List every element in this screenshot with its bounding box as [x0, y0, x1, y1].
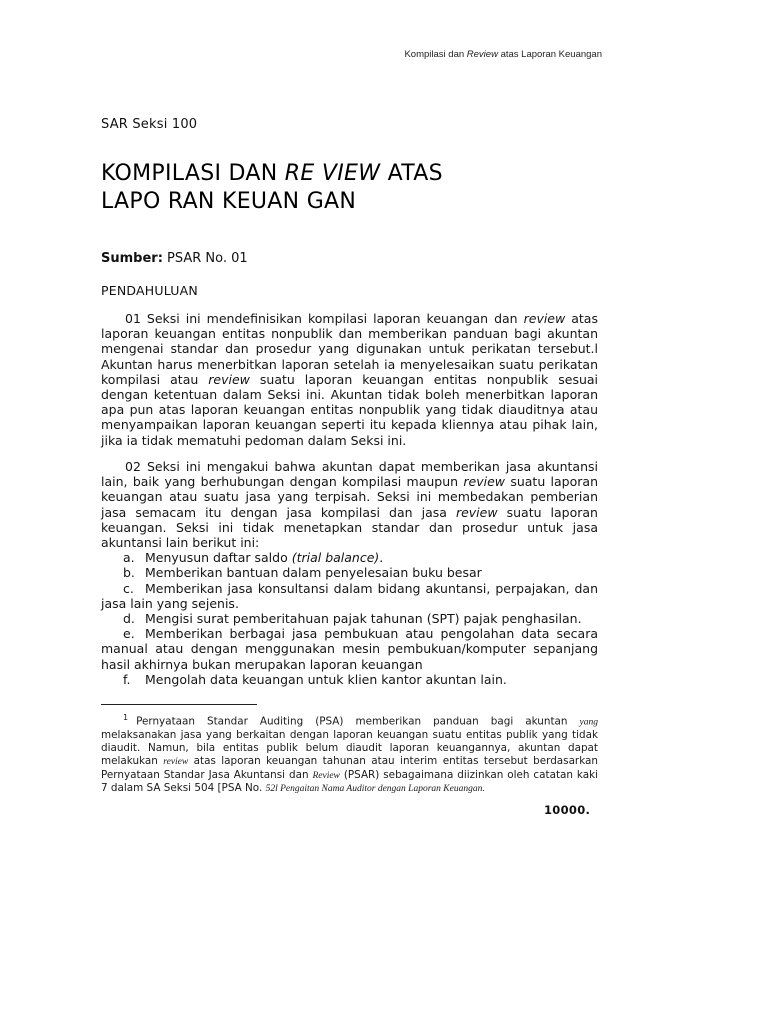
list-item-text: Memberikan jasa konsultansi dalam bidang akuntansi, perpajakan, dan jasa lain yang sejenis.	[101, 580, 598, 611]
list-item-marker: d.	[123, 611, 135, 627]
footnote-italic-a: yang	[579, 717, 598, 728]
list-item	[101, 550, 598, 565]
list-item	[101, 565, 598, 580]
paragraph-02-italic-b: review	[455, 504, 498, 520]
paragraph-01-italic-b: review	[208, 371, 250, 387]
footnote-text-d: (PSAR) sebagaimana diizinkan oleh catatan kaki 7 dalam SA Seksi 504 [PSA No.	[101, 768, 599, 795]
paragraph-02-text-c: suatu laporan keuangan. Seksi ini tidak menetapkan standar dan prosedur untuk jasa akuntansi lain berikut ini:	[101, 504, 598, 551]
paragraph-02-text-b: suatu laporan keuangan atau suatu jasa yang terpisah. Seksi ini membedakan pemberian jasa semacam itu dengan jasa kompilasi dan jasa	[101, 474, 598, 520]
title-line1-start: KOMPILASI DAN	[101, 161, 285, 186]
source-value: PSAR No. 01	[162, 251, 248, 266]
list-item-marker: e.	[123, 626, 135, 642]
title-line2: LAPO RAN KEUAN GAN	[101, 189, 357, 214]
footnote-text-c: atas laporan keuangan tahunan atau interim entitas tersebut berdasarkan Pernyataan Standar Jasa Akuntansi dan	[101, 754, 598, 781]
section-heading: PENDAHULUAN	[101, 283, 198, 298]
list-item	[101, 611, 598, 626]
paragraph-02-text-a: 02 Seksi ini mengakui bahwa akuntan dapat memberikan jasa akuntansi lain, baik yang berhubungan dengan kompilasi maupun	[101, 459, 598, 490]
list-item	[101, 626, 598, 672]
list-item-text: Mengisi surat pemberitahuan pajak tahunan (SPT) pajak penghasilan.	[145, 611, 582, 627]
title-line1-end: ATAS	[380, 161, 443, 186]
list-item-italic: (trial balance)	[291, 550, 380, 566]
footnote-italic-c: Review	[312, 770, 340, 781]
list-item-text: Mengolah data keuangan untuk klien kantor akuntan lain.	[145, 671, 507, 687]
footnote-divider	[101, 704, 257, 705]
paragraph-02-italic-a: review	[463, 474, 505, 490]
list-item	[101, 672, 598, 687]
list-item-text: Memberikan berbagai jasa pembukuan atau pengolahan data secara manual atau dengan menggunakan mesin pembukuan/komputer sepanjang hasil akhirnya bukan merupakan laporan keuangan	[101, 626, 598, 672]
list-item-marker: c.	[123, 580, 134, 596]
footnote-italic-b: review	[163, 756, 189, 767]
paragraph-01-text-c: suatu laporan keuangan entitas nonpublik sesuai dengan ketentuan dalam Seksi ini. Akuntan tidak boleh menerbitkan laporan apa pun atas laporan keuangan entitas nonpublik yang tidak diauditnya atau menyampaikan laporan keuangan seperti itu kepada kliennya atau pihak lain, jika ia tidak mematuhi pedoman dalam Seksi ini.	[101, 371, 599, 448]
list-item	[101, 581, 598, 611]
running-header-text: Kompilasi dan	[404, 49, 467, 60]
running-header	[404, 49, 602, 60]
running-header-text-end: atas Laporan Keuangan	[497, 49, 602, 60]
source-label: Sumber:	[101, 251, 163, 266]
list-item-text: Memberikan bantuan dalam penyelesaian buku besar	[145, 565, 482, 581]
list-item-marker: b.	[123, 565, 135, 581]
document-title	[101, 160, 661, 216]
section-label: SAR Seksi 100	[101, 117, 198, 132]
list-item-post: .	[379, 550, 384, 566]
list-item-text: Menyusun daftar saldo	[145, 550, 292, 566]
paragraph-01-text-a: 01 Seksi ini mendefinisikan kompilasi laporan keuangan dan	[125, 311, 524, 326]
footnote-text-a: Pernyataan Standar Auditing (PSA) memberikan panduan bagi akuntan	[136, 715, 580, 728]
title-line1-italic: RE VIEW	[284, 161, 381, 186]
paragraph-02-block	[101, 459, 598, 687]
running-header-italic: Review	[466, 49, 498, 60]
list-item-marker: a.	[123, 550, 135, 566]
footnote	[101, 712, 598, 796]
paragraph-01-text-b: atas laporan keuangan entitas nonpublik dan memberikan panduan bagi akuntan mengenai standar dan prosedur yang digunakan untuk perikatan tersebut.l Akuntan harus menerbitkan laporan setelah ia menyelesaikan suatu perikatan kompilasi atau	[101, 311, 598, 387]
list-item-marker: f.	[123, 671, 131, 687]
paragraph-01	[101, 311, 598, 448]
services-list	[101, 550, 598, 687]
footnote-text-b: melaksanakan jasa yang berkaitan dengan laporan keuangan suatu entitas publik yang tidak diaudit. Namun, bila entitas publik belum diaudit laporan keuangannya, akuntan dapat melakukan	[101, 729, 598, 767]
source-line	[101, 251, 248, 266]
page-number: 10000.	[544, 803, 591, 817]
paragraph-01-italic-a: review	[523, 311, 566, 326]
footnote-italic-d: 52l Pengaitan Nama Auditor dengan Laporan Keuangan.	[265, 784, 485, 795]
paragraph-02	[101, 459, 598, 550]
footnote-mark: 1	[123, 713, 129, 722]
